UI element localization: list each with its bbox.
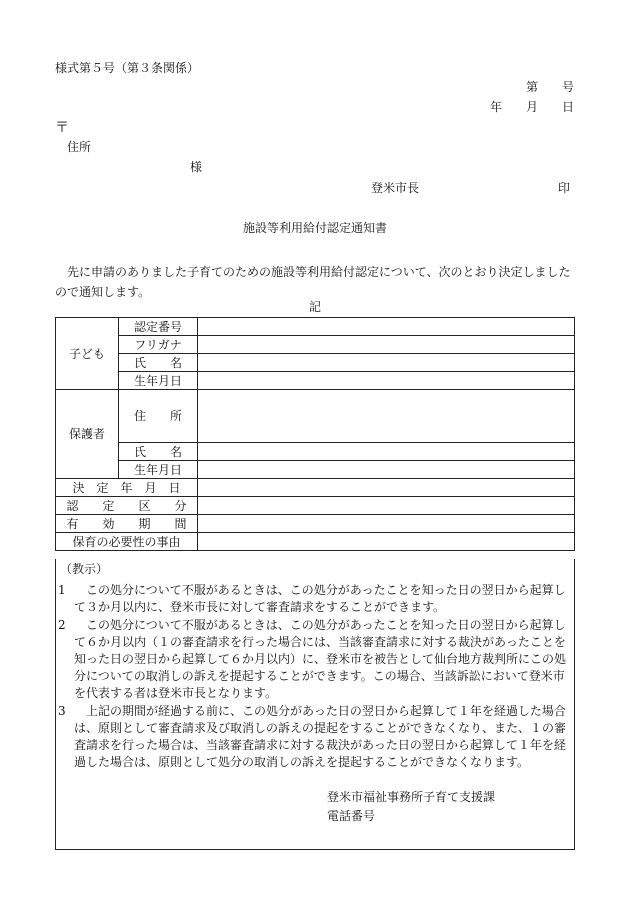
child-birth-label: 生年月日: [119, 372, 198, 390]
child-group-label: 子ども: [56, 318, 119, 390]
instruction-text: この処分について不服があるときは、この処分があったことを知った日の翌日から起算して６か月以内（１の審査請求を行った場合には、当該審査請求に対する裁決があったことを知った日の翌日から起算して６か月以内）に、登米市を被告として仙台地方裁判所にこの処分についての取消しの訴えを提起することができます。この場合、当該訴訟において登米市を代表する者は登米市長となります。: [74, 618, 567, 700]
table-row: [56, 443, 575, 461]
guardian-address-label: 住 所: [119, 390, 198, 443]
postal-mark: 〒: [55, 120, 69, 136]
instruction-number: 2: [58, 618, 66, 632]
instruction-number: 1: [58, 583, 66, 597]
guardian-group-label: 保護者: [56, 390, 119, 479]
table-row: [56, 479, 575, 497]
guardian-address-value[interactable]: [198, 390, 575, 443]
table-row: [56, 497, 575, 515]
reason-label: 保育の必要性の事由: [56, 533, 198, 551]
address-label: 住所: [67, 140, 92, 154]
cert-number-label: 認定番号: [119, 318, 198, 336]
table-row: [56, 515, 575, 533]
validity-label: 有 効 期 間: [56, 515, 198, 533]
ki-marker: 記: [308, 300, 321, 314]
cert-number-value[interactable]: [198, 318, 575, 336]
phone-label: 電話番号: [327, 809, 376, 823]
guardian-birth-label: 生年月日: [119, 461, 198, 479]
reason-value[interactable]: [198, 533, 575, 551]
furigana-value[interactable]: [198, 336, 575, 354]
form-number: 様式第５号（第３条関係）: [55, 61, 200, 75]
category-value[interactable]: [198, 497, 575, 515]
table-row: [56, 318, 575, 336]
certification-table: [55, 317, 575, 551]
issuer-name: 登米市長: [371, 181, 420, 195]
table-row: [56, 461, 575, 479]
table-row: [56, 390, 575, 443]
table-row: [56, 372, 575, 390]
guardian-birth-value[interactable]: [198, 461, 575, 479]
instruction-number: 3: [58, 704, 66, 718]
intro-text: 先に申請のありました子育てのための施設等利用給付認定について、次のとおり決定しましたので通知します。: [55, 265, 571, 299]
guardian-name-label: 氏 名: [119, 443, 198, 461]
date-line: 年 月 日: [489, 100, 574, 114]
instruction-text: 上記の期間が経過する前に、この処分があった日の翌日から起算して１年を経過した場合は、原則として審査請求及び取消しの訴えの提起をすることができなくなり、また、１の審査請求を行った場合は、当該審査請求に対する裁決があった日の翌日から起算して１年を経過した場合は、原則として処分の取消しの訴えを提起することができなくなります。: [74, 704, 567, 769]
decision-date-label: 決 定 年 月 日: [56, 479, 198, 497]
instruction-text: この処分について不服があるときは、この処分があったことを知った日の翌日から起算して３か月以内に、登米市長に対して審査請求をすることができます。: [74, 583, 566, 614]
furigana-label: フリガナ: [119, 336, 198, 354]
table-row: [56, 354, 575, 372]
child-name-label: 氏 名: [119, 354, 198, 372]
instructions-box: [55, 559, 575, 850]
category-label: 認 定 区 分: [56, 497, 198, 515]
seal-mark: 印: [558, 181, 571, 195]
child-birth-value[interactable]: [198, 372, 575, 390]
document-number: 第 号: [525, 80, 574, 94]
office-name: 登米市福祉事務所子育て支援課: [327, 790, 496, 804]
document-title: 施設等利用給付認定通知書: [242, 221, 387, 235]
decision-date-value[interactable]: [198, 479, 575, 497]
table-row: [56, 533, 575, 551]
child-name-value[interactable]: [198, 354, 575, 372]
table-row: [56, 336, 575, 354]
instructions-heading: （教示）: [60, 562, 109, 576]
validity-value[interactable]: [198, 515, 575, 533]
recipient-honorific: 様: [190, 160, 203, 174]
guardian-name-value[interactable]: [198, 443, 575, 461]
